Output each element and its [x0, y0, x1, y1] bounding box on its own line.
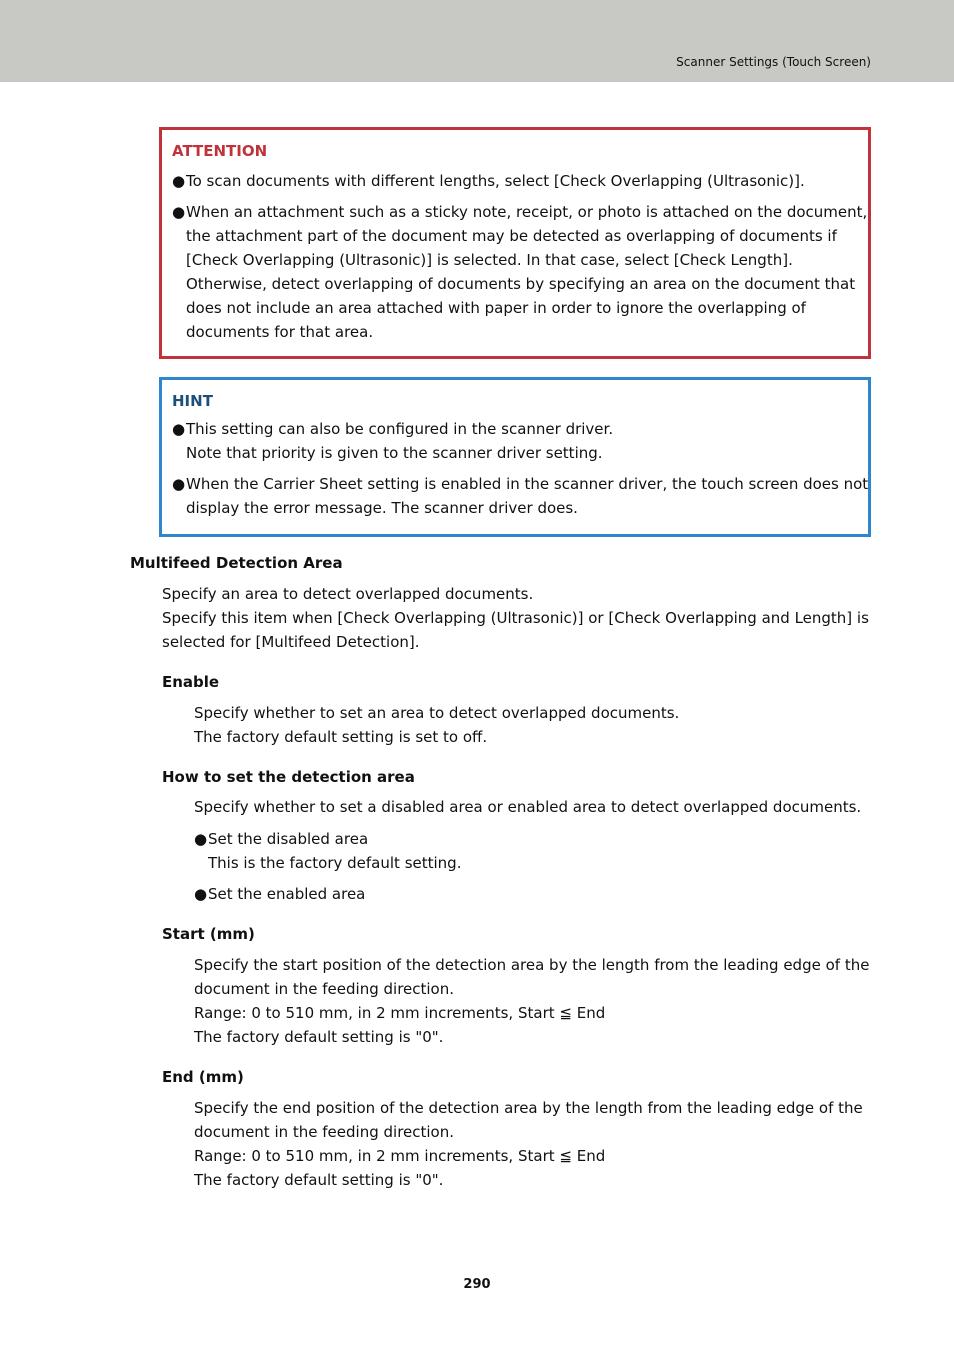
bullet-icon: ●	[172, 203, 186, 221]
multifeed-description	[162, 582, 869, 654]
hint-title: HINT	[172, 392, 213, 410]
attention-item	[172, 169, 858, 193]
bullet-icon: ●	[172, 420, 186, 438]
text-line: Specify the end position of the detection area by the length from the leading edge of the	[194, 1099, 863, 1117]
text-line: Specify the start position of the detection area by the length from the leading edge of the	[194, 956, 870, 974]
text-line: Set the enabled area	[208, 885, 366, 903]
header-title: Scanner Settings (Touch Screen)	[676, 55, 871, 69]
text-line: Specify whether to set an area to detect overlapped documents.	[194, 704, 680, 722]
text-line: The factory default setting is "0".	[194, 1171, 444, 1189]
bullet-icon: ●	[172, 172, 186, 190]
how-to-intro: Specify whether to set a disabled area or enabled area to detect overlapped documents.	[194, 798, 862, 816]
text-line: the attachment part of the document may be detected as overlapping of documents if	[186, 227, 837, 245]
text-line: Specify an area to detect overlapped documents.	[162, 585, 534, 603]
text-line: does not include an area attached with paper in order to ignore the overlapping of	[186, 299, 806, 317]
text-line: To scan documents with different lengths, select [Check Overlapping (Ultrasonic)].	[186, 172, 805, 190]
bullet-icon: ●	[194, 830, 208, 848]
text-line: Set the disabled area	[208, 830, 369, 848]
text-line: This setting can also be configured in the scanner driver.	[186, 420, 614, 438]
text-line: Otherwise, detect overlapping of documents by specifying an area on the document that	[186, 275, 856, 293]
hint-box	[159, 377, 871, 537]
option-item	[194, 827, 461, 875]
text-line: When an attachment such as a sticky note, receipt, or photo is attached on the document,	[186, 203, 868, 221]
page-number: 290	[463, 1277, 491, 1292]
bullet-icon: ●	[194, 885, 208, 903]
hint-item	[172, 417, 858, 465]
text-line: The factory default setting is "0".	[194, 1028, 444, 1046]
subheading-enable: Enable	[162, 673, 220, 691]
text-line: Range: 0 to 510 mm, in 2 mm increments, Start ≦ End	[194, 1147, 606, 1165]
text-line: Range: 0 to 510 mm, in 2 mm increments, Start ≦ End	[194, 1004, 606, 1022]
end-description	[194, 1096, 863, 1192]
attention-box	[159, 127, 871, 359]
attention-item	[172, 200, 868, 344]
option-item	[194, 882, 365, 906]
text-line: [Check Overlapping (Ultrasonic)] is selected. In that case, select [Check Length].	[186, 251, 793, 269]
text-line: When the Carrier Sheet setting is enabled in the scanner driver, the touch screen does not	[186, 475, 869, 493]
text-line: document in the feeding direction.	[194, 1123, 455, 1141]
bullet-icon: ●	[172, 475, 186, 493]
subheading-how-to: How to set the detection area	[162, 768, 415, 786]
text-line: documents for that area.	[186, 323, 374, 341]
text-line: The factory default setting is set to off.	[194, 728, 488, 746]
subheading-end: End (mm)	[162, 1068, 244, 1086]
text-line: This is the factory default setting.	[208, 854, 462, 872]
section-heading-multifeed: Multifeed Detection Area	[130, 554, 343, 572]
page-header	[0, 0, 954, 82]
text-line: selected for [Multifeed Detection].	[162, 633, 420, 651]
attention-title: ATTENTION	[172, 142, 268, 160]
text-line: document in the feeding direction.	[194, 980, 455, 998]
enable-description	[194, 701, 679, 749]
text-line: display the error message. The scanner driver does.	[186, 499, 578, 517]
start-description	[194, 953, 869, 1049]
subheading-start: Start (mm)	[162, 925, 255, 943]
text-line: Note that priority is given to the scanner driver setting.	[186, 444, 603, 462]
hint-item	[172, 472, 869, 520]
text-line: Specify this item when [Check Overlapping (Ultrasonic)] or [Check Overlapping and Length] is	[162, 609, 869, 627]
